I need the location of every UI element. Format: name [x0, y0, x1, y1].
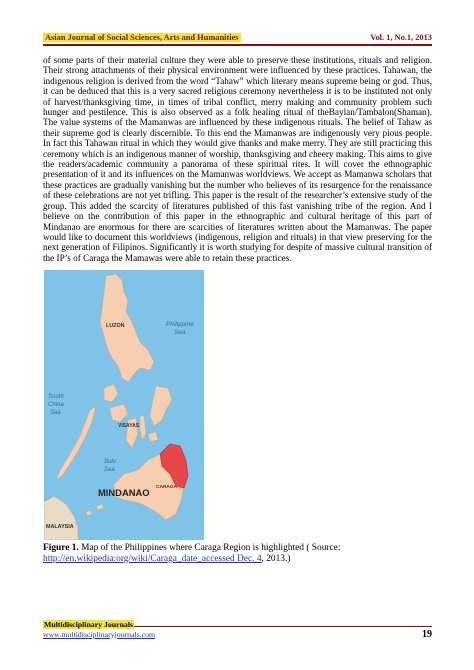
- publisher-url[interactable]: www.multidisciplinaryjournals.com: [43, 629, 156, 639]
- source-link[interactable]: http://en.wikipedia:org/wiki/Caraga_date_accessed Dec. 4: [43, 554, 262, 564]
- label-caraga: CARAGA: [156, 485, 178, 490]
- figure-label: Figure 1.: [43, 543, 79, 553]
- figure-caption: [43, 543, 403, 565]
- label-south-china-sea-3: Sea: [50, 410, 61, 416]
- label-visayas: VISAYAS: [118, 423, 140, 429]
- label-sulu-sea-2: Sea: [104, 467, 115, 473]
- running-header: [43, 28, 432, 42]
- bohol-island: [148, 432, 158, 442]
- journal-title: Asian Journal of Social Sciences, Arts and Humanities: [45, 33, 239, 42]
- volume-info: Vol. 1, No.1, 2013: [370, 33, 432, 42]
- header-rule: [43, 44, 432, 46]
- body-paragraph: of some parts of their material culture they were able to preserve these institutions, rituals and religion. Their strong attachments of their physical environment were influenced by these practices. Tahawan, the indigenous religion is derived from the word “Tahaw” which literary means supreme being or god. Thus, it can be deduced that this is a very sacred religious ceremony nevertheless it is to be instituted not only of harvest/thanksgiving time, in times of tribal conflict, merry making and community problem such hunger and pestilence. This is also observed as a folk healing ritual of theBaylan/Tambalon(Shaman). The value systems of the Mamanwas are influenced by these indigenous rituals. The belief of Tahaw as their supreme god is clearly discernible. To this end the Mamanwas are indigenously very pious people. In fact this Tahawan ritual in which they would give thanks and make merry. They are still practicing this ceremony which is an indigenous manner of worship, thanksgiving and cheery making. This aims to give the readers/academic community a panorama of these spiritual rites. It will cover the ethnographic presentation of it and its influences on the Mamanwas worldviews. We accept as Mamanwa scholars that these practices are gradually vanishing but the number who believes of its resurgence for the renaissance of these celebrations are not yet trifling. This paper is the result of the researcher’s extensive study of the group. This added the scarcity of literatures published of this fast vanishing tribe of the region. And I believe on the contribution of this paper in the ethnographic and cultural heritage of this part of Mindanao are enormous for there are scarcities of literatures written about the Mamanwas. The paper would like to document this worldviews (indigenous, religion and rituals) in that view preserving for the next generation of Filipinos. Significantly it is worth studying for despite of massive cultural transition of the IP’s of Caraga the Mamawas were able to retain these practices.: [43, 55, 432, 263]
- label-philippine-sea-1: Philippine: [166, 321, 194, 328]
- label-south-china-sea-1: South: [48, 394, 64, 400]
- philippines-map: [44, 270, 204, 540]
- label-sulu-sea-1: Sulu: [104, 459, 117, 465]
- figure-caption-text: Map of the Philippines where Caraga Region is highlighted ( Source:: [78, 543, 341, 553]
- publisher-name: Multidisciplinary Journals: [44, 620, 134, 629]
- page-number: 19: [422, 629, 432, 640]
- figure-caption-end: , 2013.): [261, 554, 291, 564]
- label-luzon: LUZON: [106, 323, 125, 329]
- label-mindanao: MINDANAO: [98, 487, 150, 498]
- label-malaysia: MALAYSIA: [46, 524, 74, 530]
- footer: [43, 620, 243, 639]
- label-philippine-sea-2: Sea: [174, 329, 186, 336]
- label-south-china-sea-2: China: [48, 402, 64, 408]
- map-svg: [44, 270, 204, 540]
